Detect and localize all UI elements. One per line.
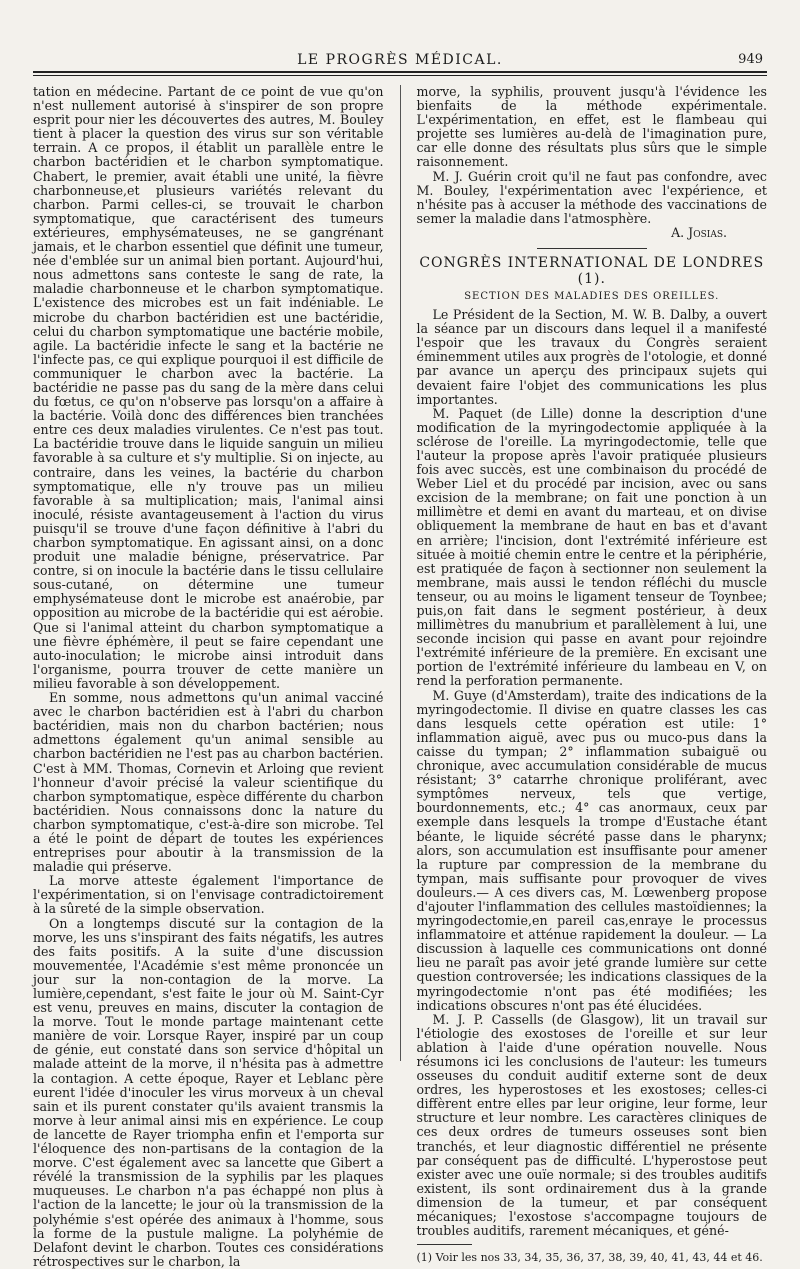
paragraph: Le Président de la Section, M. W. B. Dalby, a ouvert la séance par un discours dans lequel il a manifesté l'espoir que les travaux du Congrès seraient éminemment utiles aux progrès de l'otologie, et donné par avance un aperçu des principaux sujets qui devaient faire l'objet des communications les plus importantes. xyxy=(416,307,767,407)
paragraph: M. J. P. Cassells (de Glasgow), lit un travail sur l'étiologie des exostoses de l'oreille et sur leur ablation à l'aide d'une opération nouvelle. Nous résumons ici les conclusions de l'auteur: les tumeurs osseuses du conduit auditif externe sont de deux ordres, les hyperostoses et les exostoses; celles-ci diffèrent entre elles par leur origine, leur forme, leur structure et leur nombre. Les caractères cliniques de ces deux ordres de tumeurs osseuses sont bien tranchés, et leur diagnostic différentiel ne présente par conséquent pas de difficulté. L'hyperostose peut exister avec une ouïe normale; si des troubles auditifs existent, ils sont ordinairement dus à la grande dimension de la tumeur, et par conséquent mécaniques; l'exostose s'accompagne toujours de troubles auditifs, rarement mécaniques, et géné- xyxy=(416,1011,767,1239)
paragraph: M. Paquet (de Lille) donne la description d'une modification de la myringodectomie appliquée à la sclérose de l'oreille. La myringodectomie, telle que l'auteur la propose après l'avoir pratiquée plusieurs fois avec succès, est une combinaison du procédé de Weber Liel et du procédé par incision, avec ou sans excision de la membrane; on fait une ponction à un millimètre et demi en avant du marteau, et on divise obliquement la membrane de haut en bas et d'avant en arrière; l'incision, dont l'extrémité inférieure est située à moitié chemin entre le centre et la périphérie, est pratiquée de façon à sectionner non seulement la membrane, mais aussi le tendon réfléchi du muscle tenseur, ou au moins le ligament tenseur de Toynbee; puis,on fait dans le segment postérieur, à deux millimètres du manubrium et parallèlement à lui, une seconde incision qui passe en avant pour rejoindre l'extrémité inférieure de la première. En excisant une portion de l'extrémité inférieure du lambeau en V, on rend la perforation permanente. xyxy=(416,405,767,689)
paragraph: M. Guye (d'Amsterdam), traite des indications de la myringodectomie. Il divise en quatre classes les cas dans lesquels cette opération est utile: 1° inflammation aiguë, avec pus ou muco-pus dans la caisse du tympan; 2° inflammation subaiguë ou chronique, avec accumulation considérable de mucus résistant; 3° catarrhe chronique proliférant, avec symptômes nerveux, tels que vertige, bourdonnements, etc.; 4° cas anormaux, ceux par exemple dans lesquels la trompe d'Eustache étant béante, le liquide sécrété passe dans le pharynx; alors, son accumulation est insuffisante pour amener la rupture par compression de la membrane du tympan, mais suffisante pour provoquer de vives douleurs.— A ces divers cas, M. Lœwenberg propose d'ajouter l'inflammation des cellules mastoïdiennes; la myringodectomie,en pareil cas,enraye le processus inflammatoire et atténue rapidement la douleur. — La discussion à laquelle ces communications ont donné lieu ne paraît pas avoir jeté grande lumière sur cette question controversée; les indications classiques de la myringodectomie n'ont pas été modifiées; les indications obscures n'ont pas été élucidées. xyxy=(416,687,767,1013)
section-subtitle: SECTION DES MALADIES DES OREILLES. xyxy=(464,291,720,303)
left-column xyxy=(33,84,384,1269)
section-title: CONGRÈS INTERNATIONAL DE LONDRES (1). xyxy=(419,255,765,288)
column-divider xyxy=(400,85,401,1061)
right-column xyxy=(416,84,768,1265)
footnote: (1) Voir les nos 33, 34, 35, 36, 37, 38, 39, 40, 41, 43, 44 et 46. xyxy=(416,1251,763,1265)
author-signature: A. Josias. xyxy=(671,224,727,240)
paragraph: On a longtemps discuté sur la contagion de la morve, les uns s'inspirant des faits négatifs, les autres des faits positifs. A la suite d'une discussion mouvementée, l'Académie s'est même prononcée un jour sur la non-contagion de la morve. La lumière,cependant, s'est faite le jour où M. Saint-Cyr est venu, preuves en mains, discuter la contagion de la morve. Tout le monde partage maintenant cette manière de voir. Lorsque Rayer, inspiré par un coup de génie, eut constaté dans son service d'hôpital un malade atteint de la morve, il n'hésita pas à admettre la contagion. A cette époque, Rayer et Leblanc père eurent l'idée d'inoculer les virus morveux à un cheval sain et ils purent constater qu'ils avaient transmis la morve à leur animal ainsi mis en expérience. Le coup de lancette de Rayer triompha enfin et l'emporta sur l'éloquence des non-partisans de la contagion de la morve. C'est également avec sa lancette que Gibert a révélé la transmission de la syphilis par les plaques muqueuses. Le charbon n'a pas échappé non plus à l'action de la lancette; le jour où la transmission de la polyhémie s'est opérée des animaux à l'homme, sous la forme de la pustule maligne. La polyhémie de Delafont devint le charbon. Toutes ces considérations rétrospectives sur le charbon, la xyxy=(33,915,384,1269)
paragraph: M. J. Guérin croit qu'il ne faut pas confondre, avec M. Bouley, l'expérimentation avec l'expérience, et n'hésite pas à accuser la méthode des vaccinations de semer la maladie dans l'atmosphère. xyxy=(416,168,767,226)
two-column-body xyxy=(33,84,767,1269)
header-rule xyxy=(33,71,767,76)
page-header xyxy=(33,50,767,72)
paragraph: En somme, nous admettons qu'un animal vacciné avec le charbon bactéridien est à l'abri du charbon bactéridien, mais non du charbon bactérien; nous admettons également qu'un animal sensible au charbon bactéridien ne l'est pas au charbon bactérien. C'est à MM. Thomas, Cornevin et Arloing que revient l'honneur d'avoir précisé la valeur scientifique du charbon symptomatique, espèce différente du charbon bactéridien. Nous connaissons donc la nature du charbon symptomatique, c'est-à-dire son microbe. Tel a été le point de départ de toutes les expériences entreprises pour aboutir à la transmission de la maladie qui préserve. xyxy=(33,690,384,875)
section-separator xyxy=(537,248,647,249)
footnote-rule xyxy=(417,1244,472,1245)
paragraph: La morve atteste également l'importance de l'expérimentation, si on l'envisage contradictoirement à la sûreté de la simple observation. xyxy=(33,873,384,917)
paragraph: morve, la syphilis, prouvent jusqu'à l'évidence les bienfaits de la méthode expérimentale. L'expérimentation, en effet, est le flambeau qui projette ses lumières au-delà de l'imagination pure, car elle donne des résultats plus sûrs que le simple raisonnement. xyxy=(416,84,767,170)
journal-title: LE PROGRÈS MÉDICAL. xyxy=(297,52,503,68)
paragraph: tation en médecine. Partant de ce point de vue qu'on n'est nullement autorisé à s'inspirer de son propre esprit pour nier les découvertes des autres, M. Bouley tient à placer la question des virus sur son véritable terrain. A ce propos, il établit un parallèle entre le charbon bactéridien et le charbon symptomatique. Chabert, le premier, avait établi une unité, la fièvre charbonneuse,et plusieurs variétés relevant du charbon. Parmi celles-ci, se trouvait le charbon symptomatique, que caractérisent des tumeurs extérieures, emphysémateuses, ne se gangrénant jamais, et le charbon essentiel que définit une tumeur, née d'emblée sur un animal bien portant. Aujourd'hui, nous admettons sans conteste le sang de rate, la maladie charbonneuse et le charbon symptomatique. L'existence des microbes est un fait indéniable. Le microbe du charbon bactéridien est une bactéridie, celui du charbon symptomatique une bactérie mobile, agile. La bactéridie infecte le sang et la bactérie ne l'infecte pas, ce qui explique pourquoi il est difficile de communiquer le charbon avec la bactérie. La bactéridie ne passe pas du sang de la mère dans celui du fœtus, ce qu'on n'observe pas lorsqu'on a affaire à la bactérie. Voilà donc des différences bien tranchées entre ces deux maladies virulentes. Ce n'est pas tout. La bactéridie trouve dans le liquide sanguin un milieu favorable à sa culture et s'y multiplie. Si on injecte, au contraire, dans les veines, la bactérie du charbon symptomatique, elle n'y trouve pas un milieu favorable à sa multiplication; mais, l'animal ainsi inoculé, résiste avantageusement à l'action du virus puisqu'il se trouve d'une façon définitive à l'abri du charbon symptomatique. En agissant ainsi, on a donc produit une maladie bénigne, préservatrice. Par contre, si on inocule la bactérie dans le tissu cellulaire sous-cutané, on détermine une tumeur emphysémateuse dont le microbe est anaérobie, par opposition au microbe de la bactéridie qui est aérobie. Que si l'animal atteint du charbon symptomatique a une fièvre éphémère, il peut se faire cependant une auto-inoculation; le microbe ainsi introduit dans l'organisme, pourra trouver de cette manière un milieu favorable à son développement. xyxy=(33,84,384,691)
page-number: 949 xyxy=(738,52,763,67)
